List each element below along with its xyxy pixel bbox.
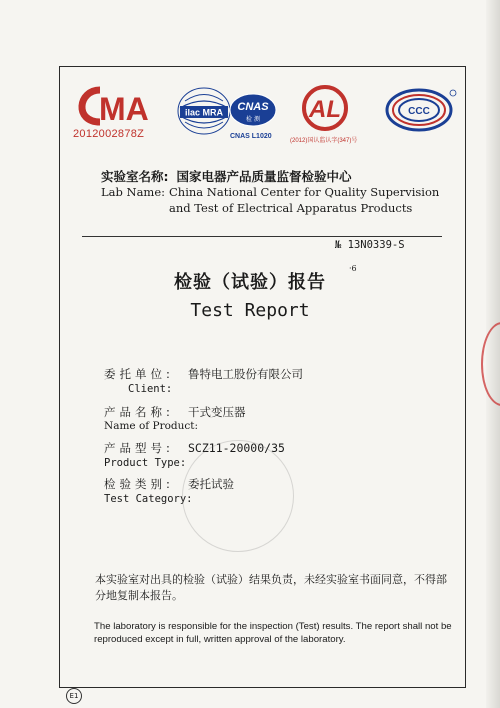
cal-logo (301, 84, 349, 134)
field-client-label: 委托单位: (104, 367, 174, 381)
lab-name-en-label: Lab Name: (101, 185, 166, 199)
field-product-name-en-label: Name of Product: (104, 420, 199, 432)
field-product-name-value: 干式变压器 (188, 405, 246, 419)
title-mark: ·6 (349, 264, 357, 273)
cal-text: AL (309, 96, 341, 123)
field-test-category-en-label: Test Category: (104, 493, 193, 505)
notice-en: The laboratory is responsible for the inspection (Test) results. The report shall not be reproduced except in full, written approval of the laboratory. (94, 621, 452, 645)
field-test-category-label: 检验类别: (104, 477, 174, 491)
report-title-en: Test Report (190, 300, 310, 321)
cal-code: (2012)国认监认字(347)号 (290, 138, 358, 144)
header-divider (82, 236, 442, 237)
report-title-cn: 检验（试验）报告 (174, 272, 326, 293)
ccc-logo (383, 86, 457, 134)
lab-name-en-line1: China National Center for Quality Supervision (169, 185, 440, 199)
faint-seal (182, 440, 294, 552)
field-product-name (104, 404, 246, 420)
cma-logo (72, 84, 152, 128)
cma-code: 2012002878Z (73, 128, 145, 140)
cma-letters: MA (99, 91, 149, 127)
cnas-code: CNAS L1020 (230, 133, 272, 140)
cnas-text: CNAS (237, 101, 269, 113)
ilac-mra-text: ilac MRA (184, 107, 224, 118)
ccc-text: CCC (408, 106, 430, 117)
footer-mark: E1 (66, 688, 82, 704)
field-product-type-en-label: Product Type: (104, 457, 187, 469)
field-product-type-label: 产品型号: (104, 441, 174, 455)
lab-name-en-line2: and Test of Electrical Apparatus Products (169, 201, 413, 215)
field-test-category-value: 委托试验 (188, 477, 234, 491)
field-client-en-label: Client: (128, 383, 173, 395)
ilac-mra-logo (175, 86, 233, 136)
cnas-logo (228, 92, 278, 132)
lab-name-cn (101, 167, 352, 185)
lab-name-en (101, 184, 439, 216)
cnas-sub: 检 测 (246, 116, 260, 123)
field-client-value: 鲁特电工股份有限公司 (188, 367, 303, 381)
lab-name-cn-label: 实验室名称: (101, 169, 169, 184)
report-number: № 13N0339-S (335, 239, 405, 251)
field-product-type-value: SCZ11-20000/35 (188, 441, 285, 455)
lab-name-cn-value: 国家电器产品质量监督检验中心 (176, 169, 352, 184)
notice-cn: 本实验室对出具的检验（试验）结果负责，未经实验室书面同意，不得部分地复制本报告。 (95, 573, 447, 602)
red-stamp-edge (481, 322, 500, 406)
field-client (104, 366, 303, 382)
field-product-name-label: 产品名称: (104, 405, 174, 419)
